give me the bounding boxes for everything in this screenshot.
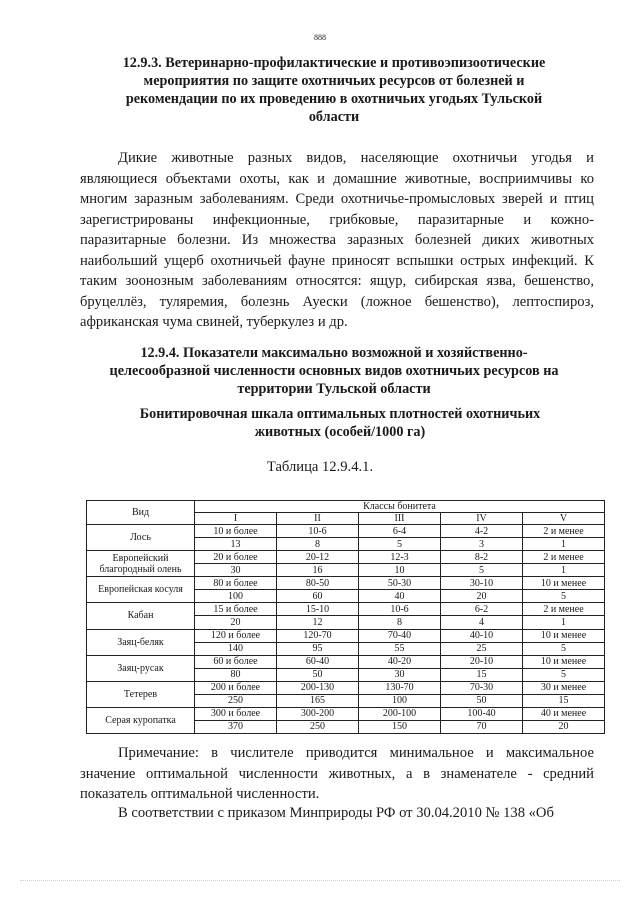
class-label: II bbox=[277, 513, 359, 525]
range-cell: 4-2 bbox=[441, 525, 523, 538]
range-cell: 80-50 bbox=[277, 577, 359, 590]
average-cell: 10 bbox=[359, 564, 441, 577]
average-cell: 370 bbox=[195, 720, 277, 733]
range-cell: 60-40 bbox=[277, 655, 359, 668]
class-label: I bbox=[195, 513, 277, 525]
species-cell: Лось bbox=[87, 525, 195, 551]
range-cell: 6-4 bbox=[359, 525, 441, 538]
range-cell: 300-200 bbox=[277, 707, 359, 720]
range-cell: 30 и менее bbox=[523, 681, 605, 694]
section-title-12-9-4: 12.9.4. Показатели максимально возможной и хозяйственно-целесообразной численности основных видов охотничьих ресурсов на территории Тульской области bbox=[109, 345, 559, 397]
range-cell: 60 и более bbox=[195, 655, 277, 668]
average-cell: 60 bbox=[277, 590, 359, 603]
range-cell: 10 и менее bbox=[523, 577, 605, 590]
range-cell: 20 и более bbox=[195, 551, 277, 564]
average-cell: 100 bbox=[359, 694, 441, 707]
table-row bbox=[87, 707, 605, 720]
average-cell: 20 bbox=[195, 616, 277, 629]
range-cell: 10 и более bbox=[195, 525, 277, 538]
range-cell: 200-100 bbox=[359, 707, 441, 720]
bonitet-table bbox=[86, 500, 605, 734]
table-subtitle: Бонитировочная шкала оптимальных плотностей охотничьих животных (особей/1000 га) bbox=[139, 406, 541, 440]
average-cell: 30 bbox=[195, 564, 277, 577]
average-cell: 50 bbox=[277, 668, 359, 681]
range-cell: 10-6 bbox=[359, 603, 441, 616]
diseases-paragraph-text: Дикие животные разных видов, населяющие охотничьи угодья и являющиеся объектами охоты, как и домашние животные, восприимчивы ко многим заразным заболеваниям. Среди охотничье-промысловых зверей и птиц зарегистрированы инфекционные, грибковые, паразитарные и кожно-паразитарные болезни. Из множества заразных болезней диких животных наибольший ущерб охотничьей фауне приносят вспышки острых инфекций. К таким зоонозным заболеваниям относятся: ящур, сибирская язва, бешенство, бруцеллёз, туляремия, болезнь Ауески (ложное бешенство), лептоспироз, африканская чума свиней, туберкулез и др. bbox=[80, 150, 594, 330]
table-row bbox=[87, 655, 605, 668]
species-cell: Заяц-беляк bbox=[87, 629, 195, 655]
table-row bbox=[87, 603, 605, 616]
range-cell: 2 и менее bbox=[523, 551, 605, 564]
average-cell: 80 bbox=[195, 668, 277, 681]
range-cell: 40 и менее bbox=[523, 707, 605, 720]
range-cell: 8-2 bbox=[441, 551, 523, 564]
diseases-paragraph bbox=[80, 148, 594, 333]
species-cell: Тетерев bbox=[87, 681, 195, 707]
range-cell: 10 и менее bbox=[523, 629, 605, 642]
average-cell: 5 bbox=[359, 538, 441, 551]
table-row bbox=[87, 551, 605, 564]
range-cell: 15 и более bbox=[195, 603, 277, 616]
average-cell: 100 bbox=[195, 590, 277, 603]
table-note bbox=[80, 743, 594, 805]
species-column-header: Вид bbox=[87, 501, 195, 525]
average-cell: 25 bbox=[441, 642, 523, 655]
table-row bbox=[87, 577, 605, 590]
range-cell: 50-30 bbox=[359, 577, 441, 590]
table-header-row bbox=[87, 501, 605, 513]
range-cell: 15-10 bbox=[277, 603, 359, 616]
table-caption: Таблица 12.9.4.1. bbox=[266, 459, 374, 475]
average-cell: 5 bbox=[523, 668, 605, 681]
average-cell: 55 bbox=[359, 642, 441, 655]
section-title-12-9-3: 12.9.3. Ветеринарно-профилактические и противоэпизоотические мероприятия по защите охотничьих ресурсов от болезней и рекомендации по их проведению в охотничьих угодьях Тульской области bbox=[122, 55, 546, 125]
table-row bbox=[87, 629, 605, 642]
range-cell: 120 и более bbox=[195, 629, 277, 642]
average-cell: 5 bbox=[441, 564, 523, 577]
range-cell: 10-6 bbox=[277, 525, 359, 538]
average-cell: 8 bbox=[277, 538, 359, 551]
species-cell: Заяц-русак bbox=[87, 655, 195, 681]
average-cell: 150 bbox=[359, 720, 441, 733]
average-cell: 5 bbox=[523, 642, 605, 655]
average-cell: 70 bbox=[441, 720, 523, 733]
range-cell: 30-10 bbox=[441, 577, 523, 590]
average-cell: 40 bbox=[359, 590, 441, 603]
average-cell: 1 bbox=[523, 564, 605, 577]
average-cell: 13 bbox=[195, 538, 277, 551]
average-cell: 1 bbox=[523, 616, 605, 629]
range-cell: 100-40 bbox=[441, 707, 523, 720]
range-cell: 80 и более bbox=[195, 577, 277, 590]
average-cell: 50 bbox=[441, 694, 523, 707]
class-label: IV bbox=[441, 513, 523, 525]
page-number: 888 bbox=[314, 33, 326, 42]
average-cell: 30 bbox=[359, 668, 441, 681]
species-cell: Кабан bbox=[87, 603, 195, 629]
order-paragraph bbox=[80, 803, 594, 824]
range-cell: 200 и более bbox=[195, 681, 277, 694]
average-cell: 15 bbox=[523, 694, 605, 707]
range-cell: 70-30 bbox=[441, 681, 523, 694]
range-cell: 12-3 bbox=[359, 551, 441, 564]
average-cell: 15 bbox=[441, 668, 523, 681]
average-cell: 165 bbox=[277, 694, 359, 707]
average-cell: 20 bbox=[523, 720, 605, 733]
average-cell: 5 bbox=[523, 590, 605, 603]
range-cell: 130-70 bbox=[359, 681, 441, 694]
range-cell: 20-12 bbox=[277, 551, 359, 564]
table-note-text: Примечание: в числителе приводится минимальное и максимальное значение оптимальной численности животных, а в знаменателе - средний показатель оптимальной численности. bbox=[80, 745, 594, 802]
average-cell: 3 bbox=[441, 538, 523, 551]
average-cell: 8 bbox=[359, 616, 441, 629]
average-cell: 4 bbox=[441, 616, 523, 629]
average-cell: 95 bbox=[277, 642, 359, 655]
range-cell: 40-20 bbox=[359, 655, 441, 668]
average-cell: 20 bbox=[441, 590, 523, 603]
average-cell: 1 bbox=[523, 538, 605, 551]
average-cell: 140 bbox=[195, 642, 277, 655]
range-cell: 2 и менее bbox=[523, 525, 605, 538]
class-label: III bbox=[359, 513, 441, 525]
table-body bbox=[87, 525, 605, 734]
scan-noise-line bbox=[20, 880, 620, 885]
classes-column-header: Классы бонитета bbox=[195, 501, 605, 513]
range-cell: 40-10 bbox=[441, 629, 523, 642]
range-cell: 2 и менее bbox=[523, 603, 605, 616]
range-cell: 10 и менее bbox=[523, 655, 605, 668]
range-cell: 300 и более bbox=[195, 707, 277, 720]
average-cell: 250 bbox=[277, 720, 359, 733]
average-cell: 12 bbox=[277, 616, 359, 629]
class-label: V bbox=[523, 513, 605, 525]
range-cell: 6-2 bbox=[441, 603, 523, 616]
table-row bbox=[87, 681, 605, 694]
range-cell: 70-40 bbox=[359, 629, 441, 642]
species-cell: Серая куропатка bbox=[87, 707, 195, 733]
range-cell: 200-130 bbox=[277, 681, 359, 694]
species-cell: Европейский благородный олень bbox=[87, 551, 195, 577]
table-row bbox=[87, 525, 605, 538]
average-cell: 250 bbox=[195, 694, 277, 707]
range-cell: 20-10 bbox=[441, 655, 523, 668]
average-cell: 16 bbox=[277, 564, 359, 577]
order-paragraph-text: В соответствии с приказом Минприроды РФ от 30.04.2010 № 138 «Об bbox=[118, 805, 554, 821]
range-cell: 120-70 bbox=[277, 629, 359, 642]
species-cell: Европейская косуля bbox=[87, 577, 195, 603]
